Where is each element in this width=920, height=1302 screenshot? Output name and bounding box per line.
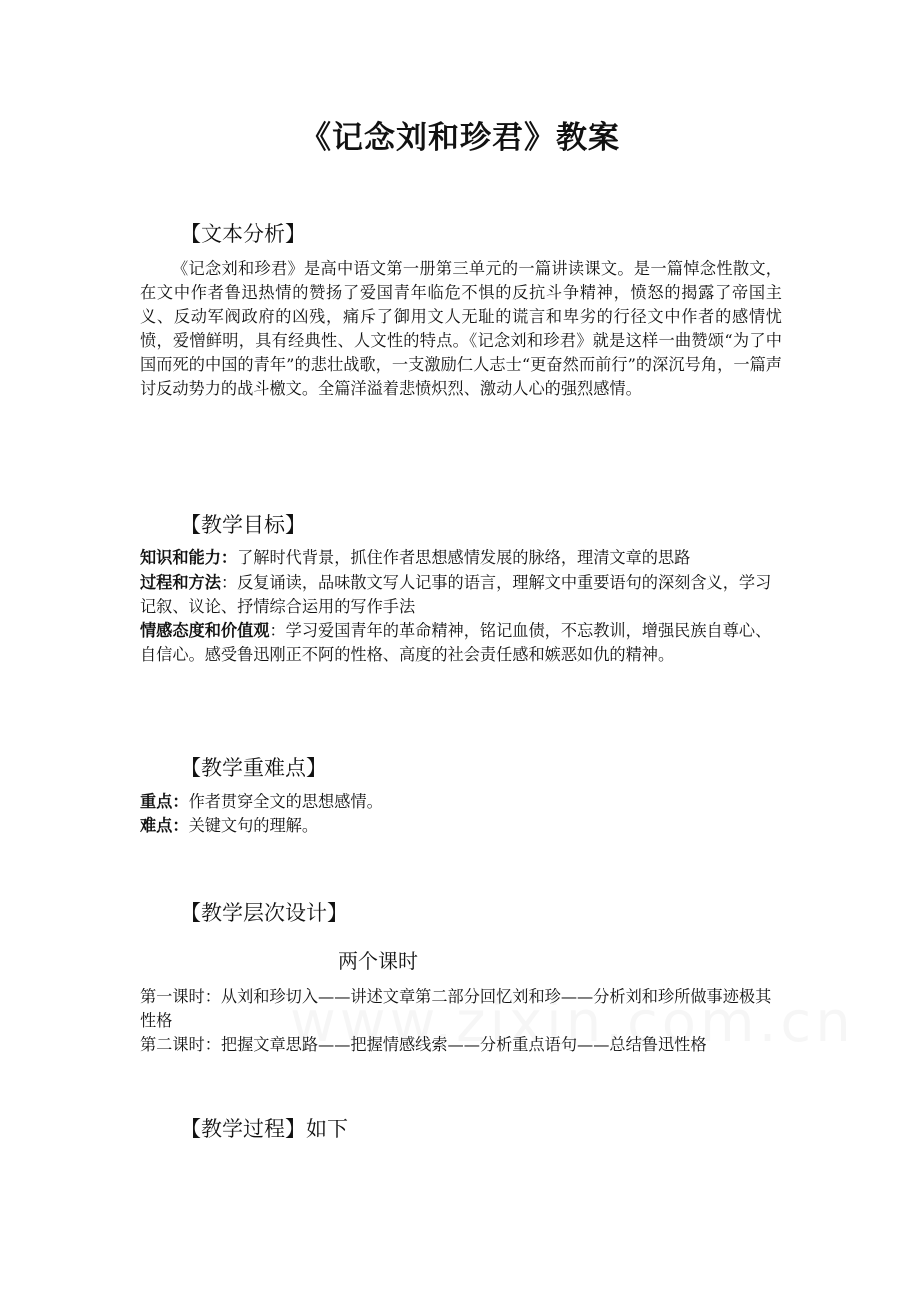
goal-knowledge	[140, 546, 785, 570]
difficult-point-label: 难点：	[140, 816, 189, 835]
lesson-two: 第二课时：把握文章思路——把握情感线索——分析重点语句——总结鲁迅性格	[140, 1035, 707, 1054]
heading-key-points: 【教学重难点】	[180, 756, 327, 780]
heading-text-analysis: 【文本分析】	[180, 222, 306, 246]
goal-label: 情感态度和价值观	[140, 621, 270, 640]
goal-text: ：反复诵读，品味散文写人记事的语言，理解文中重要语句的深刻含义，学习记叙、议论、抒情综合运用的写作手法	[140, 573, 772, 616]
difficult-point-text: 关键文句的理解。	[188, 816, 319, 835]
goal-text: 了解时代背景，抓住作者思想感情发展的脉络，理清文章的思路	[237, 548, 691, 567]
lesson-one: 第一课时：从刘和珍切入——讲述文章第二部分回忆刘和珍——分析刘和珍所做事迹极其性格	[140, 987, 772, 1030]
goal-process	[140, 571, 785, 619]
goal-label: 知识和能力：	[140, 548, 238, 567]
key-point-text: 作者贯穿全文的思想感情。	[188, 792, 383, 811]
key-point-label: 重点：	[140, 792, 189, 811]
lesson-count: 两个课时	[338, 949, 418, 973]
goal-label: 过程和方法	[140, 573, 221, 592]
document-title: 《记念刘和珍君》教案	[300, 120, 620, 156]
goal-emotion	[140, 619, 785, 667]
text-analysis-paragraph: 《记念刘和珍君》是高中语文第一册第三单元的一篇讲读课文。是一篇悼念性散文，在文中作者鲁迅热情的赞扬了爱国青年临危不惧的反抗斗争精神，愤怒的揭露了帝国主义、反动军阀政府的凶残，痛斥了御用文人无耻的谎言和卑劣的行径文中作者的感情忧愤，爱憎鲜明，具有经典性、人文性的特点。《记念刘和珍君》就是这样一曲赞颂“为了中国而死的中国的青年”的悲壮战歌，一支激励仁人志士“更奋然而前行”的深沉号角，一篇声讨反动势力的战斗檄文。全篇洋溢着悲愤炽烈、激动人心的强烈感情。	[140, 259, 782, 398]
heading-process: 【教学过程】如下	[180, 1117, 348, 1141]
goal-text: ：学习爱国青年的革命精神，铭记血债，不忘教训，增强民族自尊心、自信心。感受鲁迅刚正不阿的性格、高度的社会责任感和嫉恶如仇的精神。	[140, 621, 772, 664]
heading-level-design: 【教学层次设计】	[180, 901, 348, 925]
difficult-point	[140, 814, 785, 838]
heading-teaching-goals: 【教学目标】	[180, 513, 306, 537]
key-point	[140, 790, 785, 814]
